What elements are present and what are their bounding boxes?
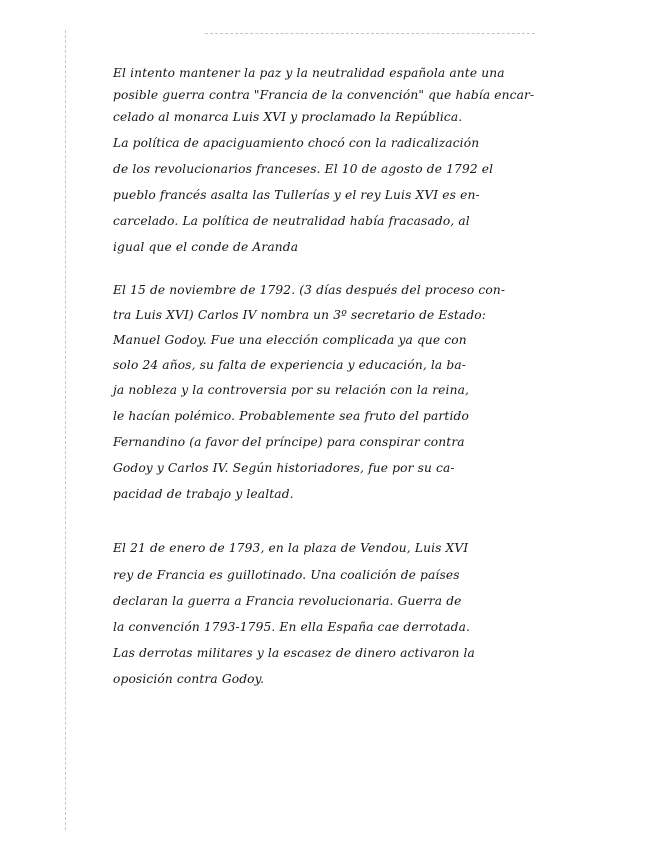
paragraph-3-line-7: Fernandino (a favor del príncipe) para conspirar contra	[113, 435, 465, 449]
paragraph-1-line-3: celado al monarca Luis XVI y proclamado la República.	[113, 110, 463, 124]
paragraph-3-line-1: El 15 de noviembre de 1792. (3 días después del proceso con-	[113, 283, 506, 297]
paragraph-4-line-2: rey de Francia es guillotinado. Una coalición de países	[113, 568, 460, 582]
paragraph-2-line-3: pueblo francés asalta las Tullerías y el rey Luis XVI es en-	[113, 188, 480, 202]
paragraph-3-line-9: pacidad de trabajo y lealtad.	[113, 487, 294, 501]
paragraph-2-line-4: carcelado. La política de neutralidad había fracasado, al	[113, 214, 470, 228]
paragraph-3-line-3: Manuel Godoy. Fue una elección complicada ya que con	[113, 333, 467, 347]
paragraph-4-line-6: oposición contra Godoy.	[113, 672, 265, 686]
paragraph-4-line-5: Las derrotas militares y la escasez de dinero activaron la	[113, 646, 475, 660]
left-margin-rule	[65, 30, 67, 830]
paragraph-4-line-4: la convención 1793-1795. En ella España cae derrotada.	[113, 620, 471, 634]
paragraph-1-line-1: El intento mantener la paz y la neutralidad española ante una	[113, 66, 505, 80]
paragraph-3-line-2: tra Luis XVI) Carlos IV nombra un 3º secretario de Estado:	[113, 308, 487, 322]
paragraph-3-line-6: le hacían polémico. Probablemente sea fruto del partido	[113, 409, 469, 423]
paragraph-1-line-2: posible guerra contra "Francia de la convención" que había encar-	[113, 88, 535, 102]
paragraph-2-line-1: La política de apaciguamiento chocó con la radicalización	[113, 136, 480, 150]
paragraph-3-line-4: solo 24 años, su falta de experiencia y educación, la ba-	[113, 358, 467, 372]
paragraph-2-line-5: igual que el conde de Aranda	[113, 240, 299, 254]
paragraph-4-line-3: declaran la guerra a Francia revolucionaria. Guerra de	[113, 594, 462, 608]
top-edge-mark	[205, 33, 535, 35]
paragraph-3-line-8: Godoy y Carlos IV. Según historiadores, fue por su ca-	[113, 461, 455, 475]
paragraph-4-line-1: El 21 de enero de 1793, en la plaza de Vendou, Luis XVI	[113, 541, 469, 555]
paragraph-3-line-5: ja nobleza y la controversia por su relación con la reina,	[113, 383, 470, 397]
paragraph-2-line-2: de los revolucionarios franceses. El 10 de agosto de 1792 el	[113, 162, 494, 176]
